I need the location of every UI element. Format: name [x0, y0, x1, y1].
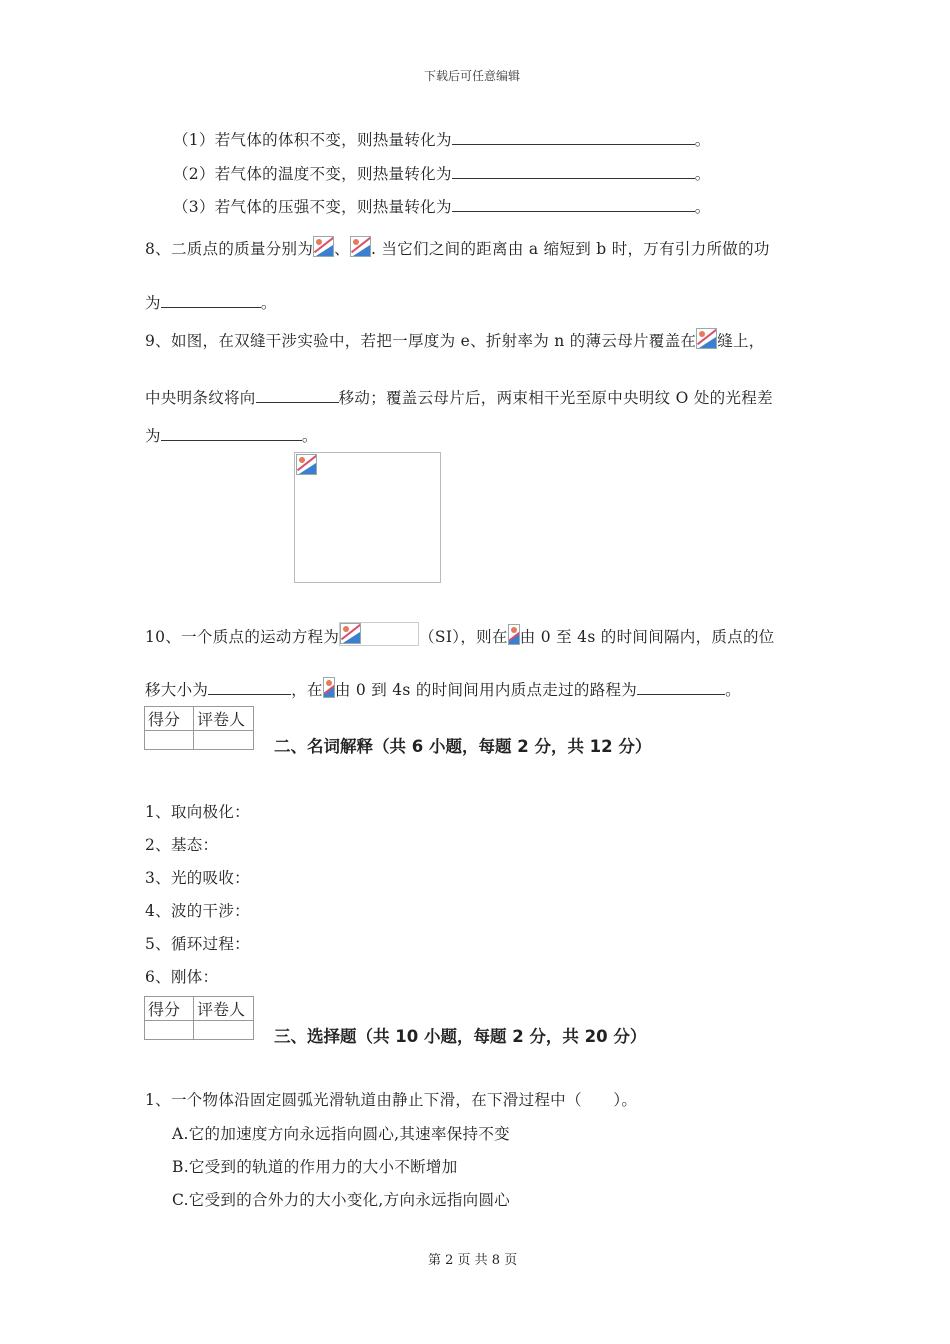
q8-line-1 — [145, 236, 770, 259]
answer-blank — [256, 388, 339, 403]
q9-line-3 — [145, 424, 318, 446]
q10-text-2: （SI），则在 — [419, 628, 508, 646]
broken-image-icon — [696, 328, 717, 349]
page-footer: 第 2 页 共 8 页 — [428, 1253, 518, 1268]
q7-part-1 — [173, 128, 711, 150]
page-header: 下载后可任意编辑 — [424, 69, 521, 83]
broken-image-icon — [323, 677, 335, 698]
q8-line-2-prefix: 为 — [145, 294, 161, 312]
q8-text-2: . 当它们之间的距离由 a 缩短到 b 时，万有引力所做的功 — [370, 240, 770, 258]
answer-blank — [452, 130, 695, 145]
grader-header: 评卷人 — [194, 707, 254, 731]
q10-line-2-prefix: 移大小为 — [145, 681, 209, 699]
q9-line-3-prefix: 为 — [145, 427, 161, 445]
grader-cell — [194, 731, 254, 750]
q10-text-1: 10、一个质点的运动方程为 — [145, 628, 340, 646]
q7-part-3 — [173, 195, 711, 217]
q9-line-2-prefix: 中央明条纹将向 — [145, 389, 256, 407]
grader-header: 评卷人 — [194, 997, 254, 1021]
q10-text-3: 由 0 至 4s 的时间间隔内，质点的位 — [519, 628, 775, 646]
term-item: 4、波的干涉： — [145, 902, 250, 920]
q9-line-2-text: 移动；覆盖云母片后，两束相干光至原中央明纹 O 处的光程差 — [338, 389, 773, 407]
answer-blank — [452, 164, 695, 179]
score-cell — [145, 1021, 194, 1040]
choice-question: 1、一个物体沿固定圆弧光滑轨道由静止下滑，在下滑过程中（ ）。 — [145, 1091, 638, 1109]
q10-line-1 — [145, 622, 775, 647]
q9-text-2: 缝上， — [717, 332, 765, 350]
choice-option-c: C.它受到的合外力的大小变化,方向永远指向圆心 — [172, 1191, 511, 1209]
q8-line-2 — [145, 291, 277, 313]
q7-part-3-suffix: 。 — [694, 198, 711, 216]
q7-part-3-prefix: （3）若气体的压强不变，则热量转化为 — [173, 198, 452, 216]
term-item: 2、基态： — [145, 836, 219, 854]
q9-line-1 — [145, 328, 765, 351]
answer-blank — [161, 293, 261, 308]
q10-line-2-text-2: 由 0 到 4s 的时间间用内质点走过的路程为 — [334, 681, 638, 699]
q7-part-1-suffix: 。 — [694, 131, 711, 149]
q7-part-2 — [173, 162, 711, 184]
q7-part-2-prefix: （2）若气体的温度不变，则热量转化为 — [173, 165, 452, 183]
score-header: 得分 — [145, 707, 194, 731]
broken-image-icon — [340, 623, 361, 644]
answer-blank — [637, 680, 725, 695]
score-cell — [145, 731, 194, 750]
grader-cell — [194, 1021, 254, 1040]
q9-line-2 — [145, 386, 773, 408]
q9-line-3-suffix: 。 — [301, 427, 318, 445]
section-2-title: 二、名词解释（共 6 小题，每题 2 分，共 12 分） — [274, 737, 652, 756]
q8-text-1: 8、二质点的质量分别为 — [145, 240, 314, 258]
broken-image-icon — [508, 624, 520, 645]
choice-option-a: A.它的加速度方向永远指向圆心,其速率保持不变 — [172, 1125, 510, 1143]
broken-image-icon — [313, 236, 334, 257]
answer-blank — [161, 426, 302, 441]
broken-image-icon — [350, 236, 371, 257]
q7-part-1-prefix: （1）若气体的体积不变，则热量转化为 — [173, 131, 452, 149]
q8-line-2-suffix: 。 — [260, 294, 277, 312]
score-table — [144, 996, 254, 1040]
term-item: 1、取向极化： — [145, 803, 250, 821]
section-3-title: 三、选择题（共 10 小题，每题 2 分，共 20 分） — [274, 1027, 647, 1046]
choice-option-b: B.它受到的轨道的作用力的大小不断增加 — [172, 1158, 458, 1176]
answer-blank — [208, 680, 291, 695]
q10-line-2-suffix: 。 — [725, 681, 741, 699]
equation-image — [339, 622, 419, 646]
q9-figure — [294, 452, 441, 583]
q8-separator: 、 — [334, 240, 350, 258]
q10-line-2 — [145, 677, 741, 700]
q7-part-2-suffix: 。 — [694, 165, 711, 183]
answer-blank — [452, 197, 695, 212]
term-item: 3、光的吸收： — [145, 869, 250, 887]
score-header: 得分 — [145, 997, 194, 1021]
term-item: 5、循环过程： — [145, 935, 250, 953]
term-item: 6、刚体： — [145, 968, 219, 986]
q9-text-1: 9、如图，在双缝干涉实验中，若把一厚度为 e、折射率为 n 的薄云母片覆盖在 — [145, 332, 697, 350]
score-table — [144, 706, 254, 750]
broken-image-icon — [296, 454, 317, 475]
q10-line-2-text-1: ，在 — [291, 681, 323, 699]
